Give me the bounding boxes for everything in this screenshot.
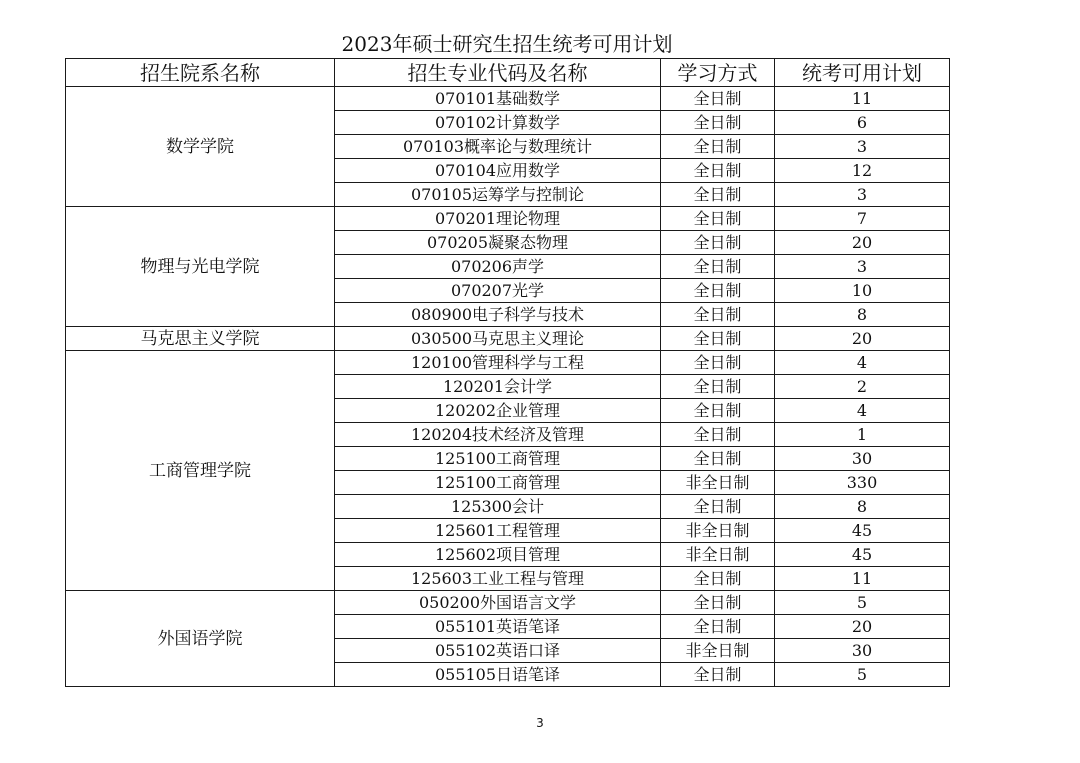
major-cell: 055102英语口译 xyxy=(335,639,661,663)
major-cell: 070207光学 xyxy=(335,279,661,303)
major-cell: 125601工程管理 xyxy=(335,519,661,543)
study-mode-cell: 全日制 xyxy=(661,135,775,159)
quota-cell: 7 xyxy=(775,207,950,231)
major-cell: 080900电子科学与技术 xyxy=(335,303,661,327)
major-cell: 070103概率论与数理统计 xyxy=(335,135,661,159)
quota-cell: 20 xyxy=(775,231,950,255)
study-mode-cell: 全日制 xyxy=(661,447,775,471)
page-number: 3 xyxy=(536,716,544,730)
study-mode-cell: 全日制 xyxy=(661,87,775,111)
study-mode-cell: 全日制 xyxy=(661,495,775,519)
table-row xyxy=(66,207,950,231)
header-quota: 统考可用计划 xyxy=(775,59,950,87)
study-mode-cell: 全日制 xyxy=(661,591,775,615)
quota-cell: 3 xyxy=(775,183,950,207)
major-cell: 125602项目管理 xyxy=(335,543,661,567)
major-cell: 070201理论物理 xyxy=(335,207,661,231)
study-mode-cell: 全日制 xyxy=(661,351,775,375)
major-cell: 125100工商管理 xyxy=(335,447,661,471)
quota-cell: 8 xyxy=(775,303,950,327)
study-mode-cell: 全日制 xyxy=(661,303,775,327)
quota-cell: 11 xyxy=(775,567,950,591)
quota-cell: 330 xyxy=(775,471,950,495)
study-mode-cell: 全日制 xyxy=(661,111,775,135)
study-mode-cell: 全日制 xyxy=(661,615,775,639)
table-row xyxy=(66,591,950,615)
study-mode-cell: 非全日制 xyxy=(661,543,775,567)
study-mode-cell: 非全日制 xyxy=(661,471,775,495)
quota-cell: 8 xyxy=(775,495,950,519)
table-row xyxy=(66,87,950,111)
major-cell: 120201会计学 xyxy=(335,375,661,399)
study-mode-cell: 全日制 xyxy=(661,183,775,207)
table-row xyxy=(66,351,950,375)
major-cell: 070101基础数学 xyxy=(335,87,661,111)
quota-cell: 5 xyxy=(775,591,950,615)
college-name-cell: 物理与光电学院 xyxy=(66,207,335,327)
study-mode-cell: 全日制 xyxy=(661,423,775,447)
table-body xyxy=(66,87,950,687)
quota-cell: 20 xyxy=(775,615,950,639)
study-mode-cell: 全日制 xyxy=(661,663,775,687)
major-cell: 120100管理科学与工程 xyxy=(335,351,661,375)
college-name-cell: 马克思主义学院 xyxy=(66,327,335,351)
study-mode-cell: 全日制 xyxy=(661,231,775,255)
quota-cell: 12 xyxy=(775,159,950,183)
quota-cell: 1 xyxy=(775,423,950,447)
study-mode-cell: 全日制 xyxy=(661,399,775,423)
study-mode-cell: 全日制 xyxy=(661,327,775,351)
document-title: 2023年硕士研究生招生统考可用计划 xyxy=(341,32,673,56)
study-mode-cell: 全日制 xyxy=(661,375,775,399)
quota-cell: 45 xyxy=(775,543,950,567)
quota-cell: 5 xyxy=(775,663,950,687)
study-mode-cell: 非全日制 xyxy=(661,519,775,543)
quota-cell: 3 xyxy=(775,135,950,159)
quota-cell: 2 xyxy=(775,375,950,399)
major-cell: 030500马克思主义理论 xyxy=(335,327,661,351)
quota-cell: 11 xyxy=(775,87,950,111)
major-cell: 055105日语笔译 xyxy=(335,663,661,687)
quota-cell: 4 xyxy=(775,399,950,423)
quota-cell: 6 xyxy=(775,111,950,135)
quota-cell: 45 xyxy=(775,519,950,543)
major-cell: 050200外国语言文学 xyxy=(335,591,661,615)
major-cell: 070105运筹学与控制论 xyxy=(335,183,661,207)
enrollment-plan-table xyxy=(65,58,950,687)
major-cell: 070206声学 xyxy=(335,255,661,279)
study-mode-cell: 全日制 xyxy=(661,207,775,231)
table-row xyxy=(66,327,950,351)
major-cell: 055101英语笔译 xyxy=(335,615,661,639)
major-cell: 070104应用数学 xyxy=(335,159,661,183)
table-header-row xyxy=(66,59,950,87)
major-cell: 070102计算数学 xyxy=(335,111,661,135)
study-mode-cell: 全日制 xyxy=(661,279,775,303)
quota-cell: 10 xyxy=(775,279,950,303)
college-name-cell: 数学学院 xyxy=(66,87,335,207)
study-mode-cell: 全日制 xyxy=(661,255,775,279)
major-cell: 125603工业工程与管理 xyxy=(335,567,661,591)
quota-cell: 30 xyxy=(775,639,950,663)
header-college: 招生院系名称 xyxy=(66,59,335,87)
major-cell: 125300会计 xyxy=(335,495,661,519)
study-mode-cell: 非全日制 xyxy=(661,639,775,663)
major-cell: 120204技术经济及管理 xyxy=(335,423,661,447)
major-cell: 070205凝聚态物理 xyxy=(335,231,661,255)
study-mode-cell: 全日制 xyxy=(661,567,775,591)
quota-cell: 4 xyxy=(775,351,950,375)
college-name-cell: 工商管理学院 xyxy=(66,351,335,591)
quota-cell: 3 xyxy=(775,255,950,279)
major-cell: 120202企业管理 xyxy=(335,399,661,423)
study-mode-cell: 全日制 xyxy=(661,159,775,183)
major-cell: 125100工商管理 xyxy=(335,471,661,495)
college-name-cell: 外国语学院 xyxy=(66,591,335,687)
quota-cell: 20 xyxy=(775,327,950,351)
header-study-mode: 学习方式 xyxy=(661,59,775,87)
quota-cell: 30 xyxy=(775,447,950,471)
header-major: 招生专业代码及名称 xyxy=(335,59,661,87)
